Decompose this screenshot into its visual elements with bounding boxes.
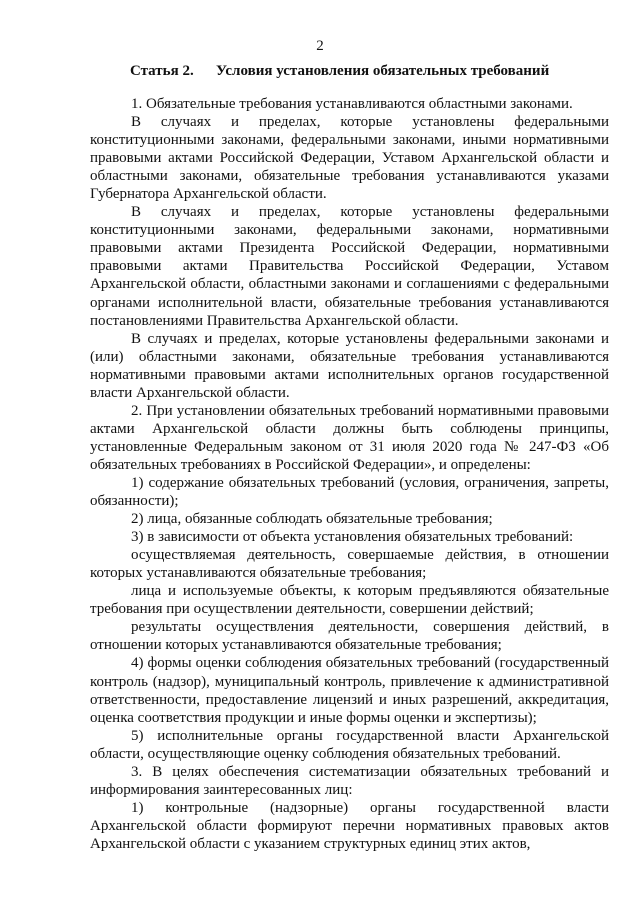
page-number: 2 [316, 38, 324, 54]
paragraph: В случаях и пределах, которые установлены федеральными конституционными законами, федеральными законами, нормативными правовыми актами Президента Российской Федерации, нормативными правовыми актами Правительства Российской Федерации, Уставом Архангельской области, областными законами и соглашениями с федеральными органами исполнительной власти, обязательные требования устанавливаются постановлениями Правительства Архангельской области. [90, 204, 609, 329]
paragraph: лица и используемые объекты, к которым предъявляются обязательные требования при осуществлении деятельности, совершении действий; [90, 583, 609, 618]
article-body [90, 95, 609, 853]
article-heading [130, 62, 590, 80]
paragraph: 4) формы оценки соблюдения обязательных требований (государственный контроль (надзор), муниципальный контроль, привлечение к административной ответственности, предоставление лицензий и иных разрешений, аккредитация, оценка соответствия продукции и иные формы оценки и экспертизы); [90, 655, 609, 726]
paragraph: В случаях и пределах, которые установлены федеральными законами и (или) областными законами, обязательные требования устанавливаются нормативными правовыми актами исполнительных органов государственной власти Архангельской области. [90, 330, 609, 401]
paragraph: 3. В целях обеспечения систематизации обязательных требований и информирования заинтересованных лиц: [90, 763, 609, 798]
paragraph: 2. При установлении обязательных требований нормативными правовыми актами Архангельской области должны быть соблюдены принципы, установленные Федеральным законом от 31 июля 2020 года № 247-ФЗ «Об обязательных требованиях в Российской Федерации», и определены: [90, 402, 609, 473]
paragraph: 1) содержание обязательных требований (условия, ограничения, запреты, обязанности); [90, 474, 609, 510]
paragraph: 2) лица, обязанные соблюдать обязательные требования; [131, 511, 493, 528]
paragraph: 3) в зависимости от объекта установления обязательных требований: [131, 529, 574, 546]
paragraph: 1. Обязательные требования устанавливаются областными законами. [131, 96, 573, 112]
paragraph: результаты осуществления деятельности, совершения действий, в отношении которых устанавливаются обязательные требования; [90, 619, 609, 654]
paragraph: 5) исполнительные органы государственной власти Архангельской области, осуществляющие оценку соблюдения обязательных требований. [90, 727, 609, 762]
paragraph: осуществляемая деятельность, совершаемые действия, в отношении которых устанавливаются обязательные требования; [90, 547, 609, 582]
paragraph: В случаях и пределах, которые установлены федеральными конституционными законами, федеральными законами, иными нормативными правовыми актами Российской Федерации, Уставом Архангельской области и областными законами, обязательные требования устанавливаются указами Губернатора Архангельской области. [90, 114, 609, 203]
paragraph: 1) контрольные (надзорные) органы государственной власти Архангельской области формируют перечни нормативных правовых актов Архангельской области с указанием структурных единиц этих актов, [90, 799, 609, 852]
article-number: Статья 2. [130, 63, 194, 79]
article-title: Условия установления обязательных требований [216, 63, 550, 79]
